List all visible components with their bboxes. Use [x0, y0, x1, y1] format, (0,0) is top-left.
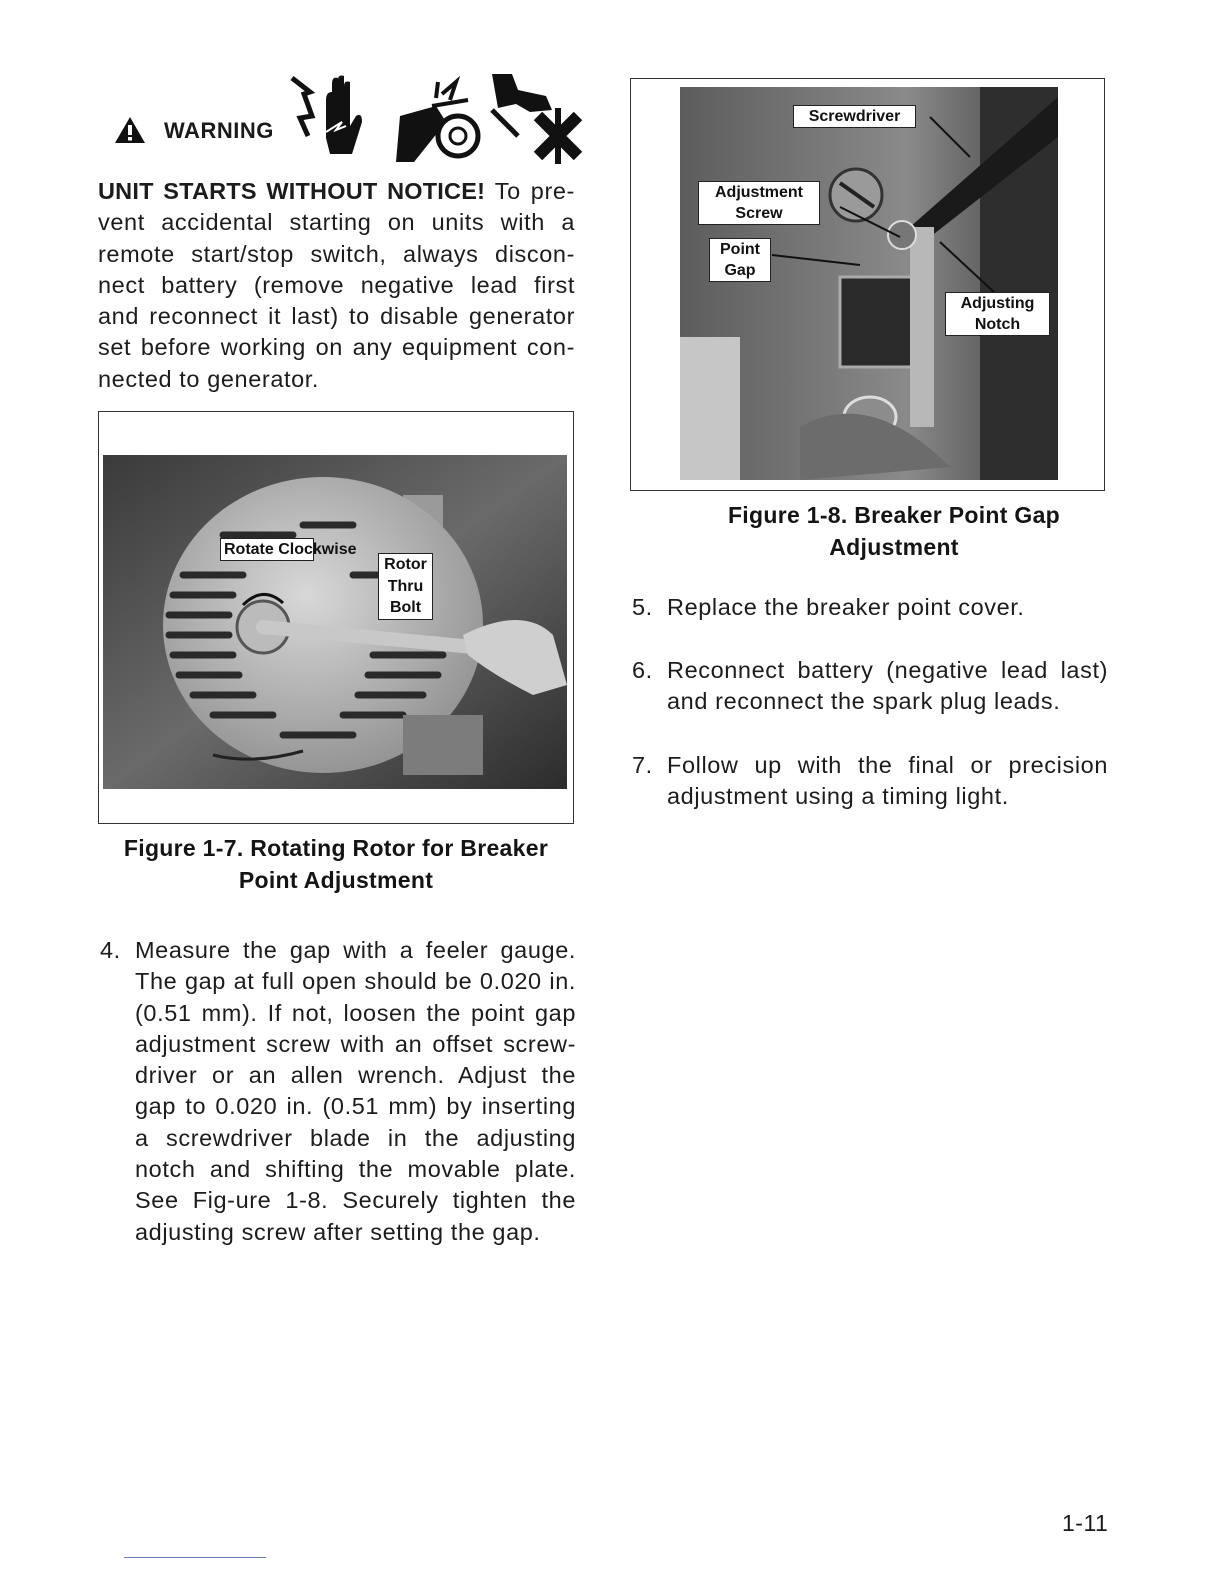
step-text: Replace the breaker point cover. — [667, 594, 1025, 620]
step-number: 4. — [100, 937, 121, 963]
figure-1-8-frame — [630, 78, 1105, 491]
warning-header — [114, 70, 594, 180]
adjusting-notch-label: Adjusting Notch — [945, 292, 1050, 336]
hazard-pictograms-icon — [286, 70, 586, 180]
step-text: Measure the gap with a feeler gauge. The gap at full open should be 0.020 in. (0.51 mm). If not, loosen the point gap adjustment screw with an offset screw-driver or an allen wrench. Adjust the gap to 0.020 in. (0.51 mm) by inserting a screwdriver blade in the adjusting notch and shifting the movable plate. See Fig-ure 1-8. Securely tighten the adjusting screw after setting the gap. — [135, 937, 576, 1245]
screwdriver-label: Screwdriver — [793, 105, 916, 128]
step-text: Follow up with the final or precision adjustment using a timing light. — [667, 752, 1108, 810]
figure-1-8-caption: Figure 1-8. Breaker Point Gap Adjustment — [727, 502, 1061, 560]
warning-headline: UNIT STARTS WITHOUT NOTICE! — [98, 178, 486, 204]
adjustment-screw-label: Adjustment Screw — [698, 181, 820, 225]
rotor-thru-bolt-label: Rotor Thru Bolt — [378, 553, 433, 620]
page-number: 1-11 — [1062, 1510, 1109, 1536]
warning-label: WARNING — [164, 118, 274, 143]
footer-rule — [124, 1557, 266, 1558]
step-number: 7. — [632, 752, 653, 778]
breaker-point-photo — [680, 87, 1058, 480]
step-number: 5. — [632, 594, 653, 620]
warning-text — [98, 176, 575, 395]
figure-1-7-frame — [98, 411, 574, 824]
rotate-clockwise-label: Rotate Clockwise — [220, 538, 314, 561]
rotor-photo — [103, 455, 567, 789]
step-number: 6. — [632, 657, 653, 683]
warning-body: To pre-vent accidental starting on units with a remote start/stop switch, always discon-nect battery (remove negative lead first and reconnect it last) to disable generator set before working on any equipment con-nected to generator. — [98, 178, 575, 392]
warning-triangle-icon — [114, 116, 146, 144]
step-text: Reconnect battery (negative lead last) and reconnect the spark plug leads. — [667, 657, 1108, 715]
figure-1-7-caption: Figure 1-7. Rotating Rotor for Breaker Point Adjustment — [123, 835, 549, 893]
point-gap-label: Point Gap — [709, 238, 771, 282]
